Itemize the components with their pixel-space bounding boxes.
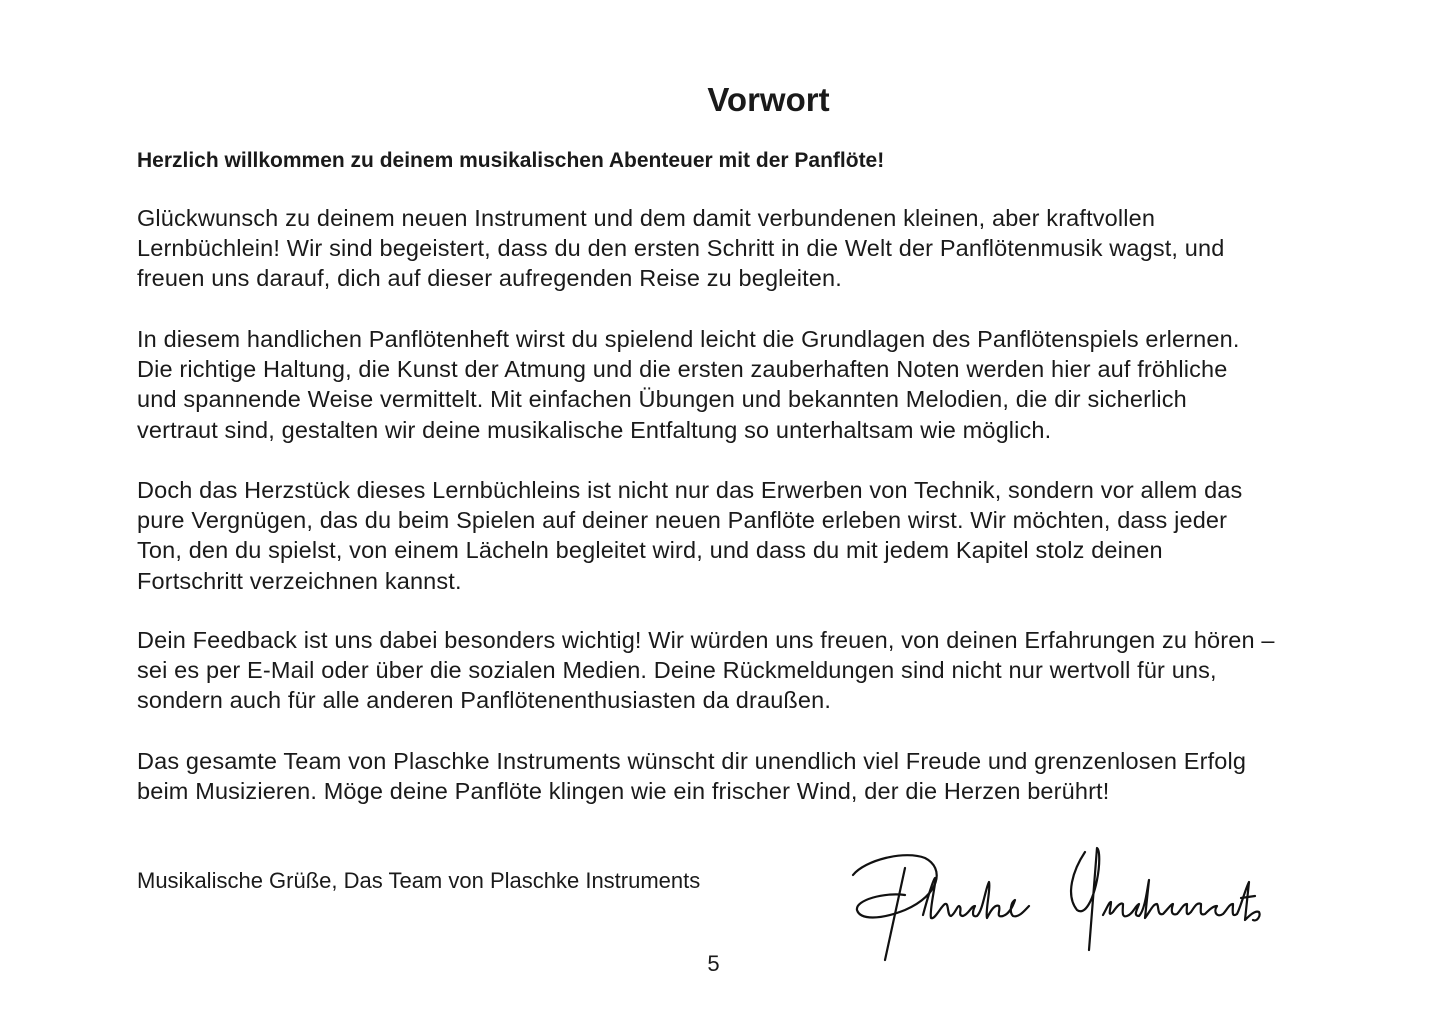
paragraph-congratulations	[137, 203, 1224, 294]
page-number: 5	[707, 951, 720, 976]
signature-icon	[845, 840, 1275, 965]
page-title: Vorwort	[707, 81, 830, 118]
text-line: Das gesamte Team von Plaschke Instruments wünscht dir unendlich viel Freude und grenzenlosen Erfolg	[137, 748, 1247, 774]
text-line: vertraut sind, gestalten wir deine musikalische Entfaltung so unterhaltsam wie möglich.	[137, 416, 1052, 443]
paragraph-wishes	[137, 746, 1246, 806]
text-line: beim Musizieren. Möge deine Panflöte klingen wie ein frischer Wind, der die Herzen berührt!	[137, 778, 1110, 805]
text-line: sondern auch für alle anderen Panflötenenthusiasten da draußen.	[137, 687, 832, 714]
paragraph-heart	[137, 475, 1242, 596]
text-line: Die richtige Haltung, die Kunst der Atmung und die ersten zauberhaften Noten werden hier auf fröhliche	[137, 356, 1228, 383]
text-line: Fortschritt verzeichnen kannst.	[137, 567, 462, 594]
text-line: Lernbüchlein! Wir sind begeistert, dass du den ersten Schritt in die Welt der Panflötenmusik wagst, und	[137, 235, 1225, 262]
text-line: Glückwunsch zu deinem neuen Instrument und dem damit verbundenen kleinen, aber kraftvollen	[137, 205, 1156, 231]
text-line: pure Vergnügen, das du beim Spielen auf deiner neuen Panflöte erleben wirst. Wir möchten, dass jeder	[137, 507, 1228, 534]
text-line: Ton, den du spielst, von einem Lächeln begleitet wird, und dass du mit jedem Kapitel stolz deinen	[137, 537, 1163, 564]
text-line: Dein Feedback ist uns dabei besonders wichtig! Wir würden uns freuen, von deinen Erfahrungen zu hören –	[137, 627, 1275, 653]
text-line: Doch das Herzstück dieses Lernbüchleins ist nicht nur das Erwerben von Technik, sondern vor allem das	[137, 477, 1243, 503]
paragraph-learning	[137, 324, 1240, 445]
text-line: In diesem handlichen Panflötenheft wirst du spielend leicht die Grundlagen des Panflötenspiels erlernen.	[137, 326, 1240, 352]
text-line: freuen uns darauf, dich auf dieser aufregenden Reise zu begleiten.	[137, 265, 842, 292]
text-line: sei es per E-Mail oder über die sozialen Medien. Deine Rückmeldungen sind nicht nur wertvoll für uns,	[137, 657, 1217, 684]
closing-greeting: Musikalische Grüße, Das Team von Plaschke Instruments	[137, 868, 701, 893]
text-line: und spannende Weise vermittelt. Mit einfachen Übungen und bekannten Melodien, die dir sicherlich	[137, 386, 1187, 413]
paragraph-feedback	[137, 625, 1275, 716]
welcome-heading: Herzlich willkommen zu deinem musikalischen Abenteuer mit der Panflöte!	[137, 149, 885, 172]
